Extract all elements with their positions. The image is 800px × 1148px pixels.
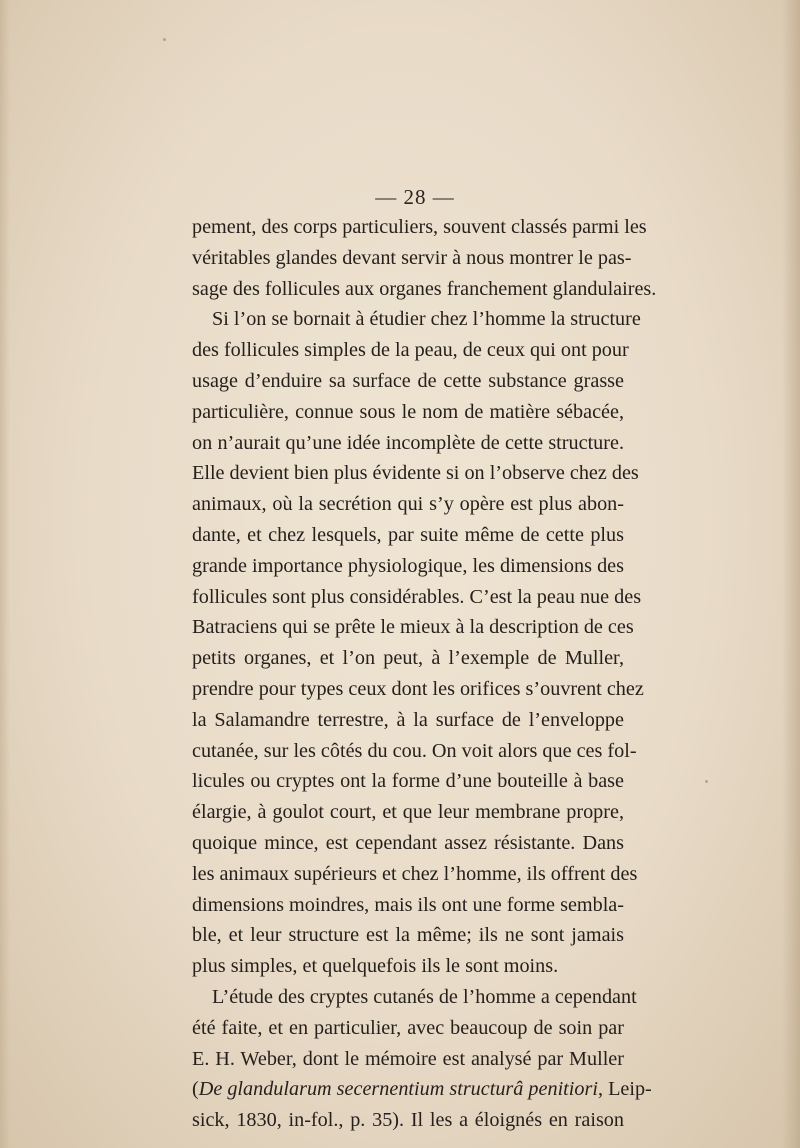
text-line: élargie, à goulot court, et que leur membrane propre,	[192, 801, 624, 824]
text-line: follicules sont plus considérables. C’est la peau nue des	[192, 585, 642, 608]
text-line: Si l’on se bornait à étudier chez l’homme la structure	[212, 308, 641, 331]
text-line: quoique mince, est cependant assez résistante. Dans	[192, 831, 624, 854]
text-line: la Salamandre terrestre, à la surface de l’enveloppe	[192, 708, 624, 731]
text-line: plus simples, et quelquefois ils le sont moins.	[192, 955, 559, 978]
text-line: animaux, où la secrétion qui s’y opère est plus abon-	[192, 493, 624, 516]
page-number: — 28 —	[375, 185, 455, 209]
text-line: licules ou cryptes ont la forme d’une bouteille à base	[192, 770, 624, 793]
text-line: dimensions moindres, mais ils ont une forme sembla-	[192, 893, 624, 916]
text-line: particulière, connue sous le nom de matière sébacée,	[192, 400, 624, 423]
citation-after: , Leip-	[597, 1078, 652, 1101]
text-line: sage des follicules aux organes franchement glandulaires.	[192, 277, 657, 300]
body-text	[192, 212, 657, 1136]
paper-speck	[705, 780, 708, 783]
text-line: Elle devient bien plus évidente si on l’observe chez des	[192, 462, 639, 485]
text-line: Batraciens qui se prête le mieux à la description de ces	[192, 616, 634, 639]
citation-open-paren: (	[192, 1078, 199, 1101]
paper-speck	[163, 38, 166, 41]
text-line: ble, et leur structure est la même; ils ne sont jamais	[192, 924, 624, 947]
text-line: prendre pour types ceux dont les orifices s’ouvrent chez	[192, 677, 644, 700]
text-line: les animaux supérieurs et chez l’homme, ils offrent des	[192, 862, 638, 885]
page-left-shadow	[0, 0, 10, 1148]
text-line: petits organes, et l’on peut, à l’exemple de Muller,	[192, 647, 624, 670]
text-line: usage d’enduire sa surface de cette substance grasse	[192, 369, 624, 392]
citation-title: De glandularum secernentium structurâ penitiori	[198, 1078, 598, 1101]
text-line: on n’aurait qu’une idée incomplète de cette structure.	[192, 431, 624, 454]
text-line: sick, 1830, in-fol., p. 35). Il les a éloignés en raison	[192, 1109, 624, 1132]
text-line: L’étude des cryptes cutanés de l’homme a cependant	[212, 985, 637, 1008]
text-line: véritables glandes devant servir à nous montrer le pas-	[192, 246, 632, 269]
text-line: E. H. Weber, dont le mémoire est analysé par Muller	[192, 1047, 624, 1070]
text-line: pement, des corps particuliers, souvent classés parmi les	[192, 216, 647, 238]
text-line: été faite, et en particulier, avec beaucoup de soin par	[192, 1016, 624, 1039]
text-line: des follicules simples de la peau, de ceux qui ont pour	[192, 339, 629, 362]
text-line: dante, et chez lesquels, par suite même de cette plus	[192, 523, 624, 546]
text-line: grande importance physiologique, les dimensions des	[192, 554, 624, 577]
page-right-shadow	[782, 0, 800, 1148]
text-line: cutanée, sur les côtés du cou. On voit alors que ces fol-	[192, 739, 637, 762]
citation-line	[192, 1074, 652, 1105]
